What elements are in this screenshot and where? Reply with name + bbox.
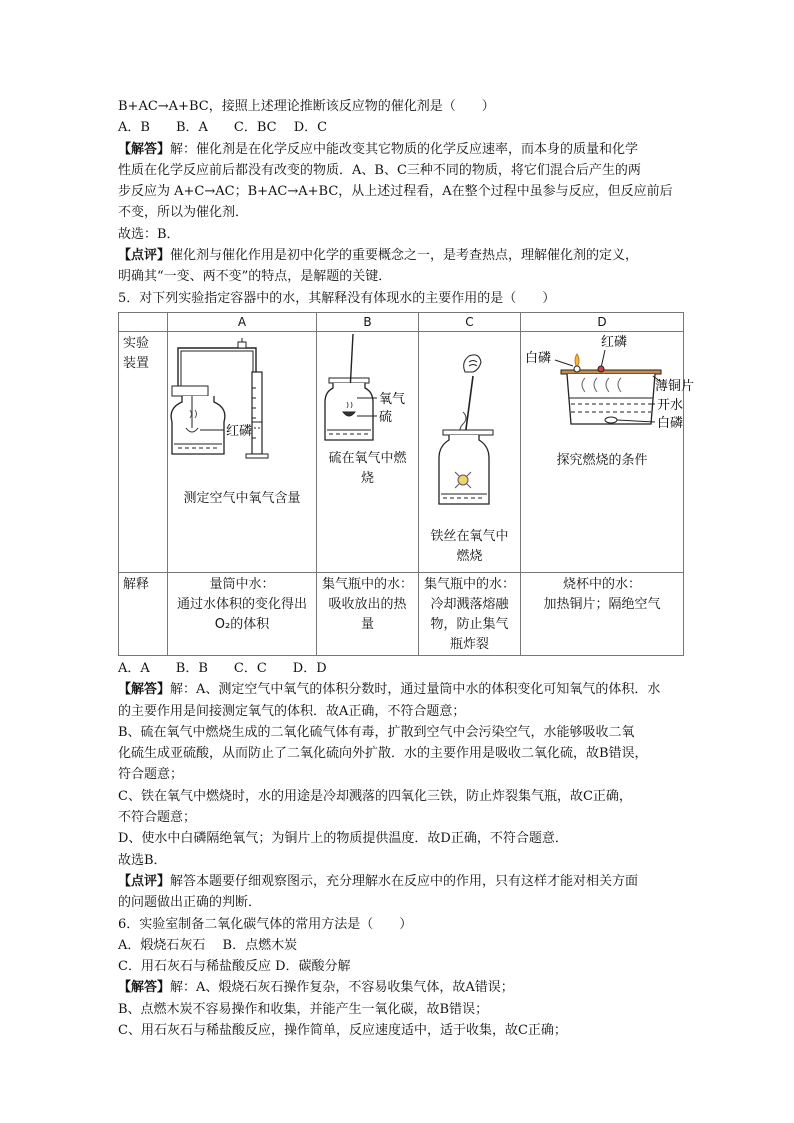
answer-tag: 【解答】 <box>118 141 171 157</box>
comment-line: 【点评】解答本题要仔细观察图示，充分理解水在反应中的作用，只有这样才能对相关方面 <box>118 873 639 889</box>
text-line: D、使水中白磷隔绝氧气；为铜片上的物质提供温度．故D正确，不符合题意． <box>118 831 568 847</box>
text-line: 不符合题意； <box>118 810 197 826</box>
label-white-phosphorus-bottom: 白磷 <box>657 415 684 431</box>
text-line: C、用石灰石与稀盐酸反应，操作简单，反应速度适中，适于收集，故C正确； <box>118 1023 567 1039</box>
row-label-explanation: 解释 <box>119 572 168 655</box>
answer-tag: 【解答】 <box>118 980 171 996</box>
text-line: 的主要作用是间接测定氧气的体积．故A正确，不符合题意； <box>118 703 466 719</box>
sulfur-burning-diagram <box>317 332 418 442</box>
comment-tag: 【点评】 <box>118 248 171 264</box>
text-line: 明确其“一变、两不变”的特点，是解题的关键． <box>118 269 392 285</box>
label-boiling-water: 开水 <box>657 397 684 413</box>
col-header-c: C <box>419 312 521 331</box>
text-line: 步反应为 A+C→AC；B+AC→A+BC，从上述过程看，A在整个过程中虽参与反应，但反应前后 <box>118 184 673 200</box>
answer-line: 【解答】解：催化剂是在化学反应中能改变其它物质的化学反应速率，而本身的质量和化学 <box>118 141 639 157</box>
answer-line: 【解答】解：A、煅烧石灰石操作复杂，不容易收集气体，故A错误； <box>118 980 514 996</box>
label-oxygen: 氧气 <box>379 391 406 407</box>
oxygen-measurement-diagram <box>168 332 316 482</box>
text-line: 符合题意； <box>118 767 184 783</box>
caption-c-line2: 燃烧 <box>456 549 483 565</box>
answer-line: 【解答】解：A、测定空气中氧气的体积分数时，通过量筒中水的体积变化可知氧气的体积．水 <box>118 682 661 698</box>
question-stem: 6．实验室制备二氧化碳气体的常用方法是（ ） <box>118 916 413 932</box>
caption-b-line2: 烧 <box>360 471 374 487</box>
document-page <box>118 96 695 1041</box>
text-line: B+AC→A+BC，接照上述理论推断该反应物的催化剂是（ ） <box>118 99 495 114</box>
col-header-d: D <box>521 312 684 331</box>
label-red-phosphorus-d: 红磷 <box>601 334 628 350</box>
comment-tag: 【点评】 <box>118 873 171 889</box>
apparatus-a <box>168 331 317 572</box>
row-label-apparatus: 实验 装置 <box>119 331 168 572</box>
text-line: 化硫生成亚硫酸，从而防止了二氧化硫向外扩散．水的主要作用是吸收二氧化硫，故B错误， <box>118 746 648 762</box>
options-line: A．煅烧石灰石 B．点燃木炭 <box>118 937 298 953</box>
col-header-b: B <box>317 312 419 331</box>
apparatus-d <box>521 331 695 572</box>
caption-d: 探究燃烧的条件 <box>556 453 648 469</box>
caption-a: 测定空气中氧气含量 <box>183 491 301 507</box>
col-header-a: A <box>168 312 317 331</box>
text-line: B、点燃木炭不容易操作和收集，并能产生一氧化碳，故B错误； <box>118 1001 489 1017</box>
text-line: B、硫在氧气中燃烧生成的二氧化硫气体有毒，扩散到空气中会污染空气，水能够吸收二氧 <box>118 724 635 740</box>
explanation-a: 量筒中水： 通过水体积的变化得出 O₂的体积 <box>168 572 317 655</box>
options-line: A．B B．A C．BC D．C <box>118 120 328 136</box>
options-line: A．A B．B C．C D．D <box>118 660 327 676</box>
text-line: 故选B． <box>118 852 167 868</box>
text-line: 性质在化学反应前后都没有改变的物质．A、B、C三种不同的物质，将它们混合后产生的两 <box>118 162 641 178</box>
caption-c-line1: 铁丝在氧气中 <box>430 529 509 545</box>
question-stem: 5．对下列实验指定容器中的水，其解释没有体现水的主要作用的是（ ） <box>118 290 556 306</box>
table-corner <box>119 312 168 331</box>
apparatus-b <box>317 331 419 572</box>
label-sulfur: 硫 <box>379 409 393 425</box>
text-line: 的问题做出正确的判断． <box>118 895 262 911</box>
apparatus-c <box>419 331 521 572</box>
explanation-b: 集气瓶中的水： 吸收放出的热 量 <box>317 572 419 655</box>
explanation-c: 集气瓶中的水： 冷却溅落熔融 物，防止集气 瓶炸裂 <box>419 572 521 655</box>
text-line: C、铁在氧气中燃烧时，水的用途是冷却溅落的四氧化三铁，防止炸裂集气瓶，故C正确， <box>118 788 632 804</box>
options-line: C．用石灰石与稀盐酸反应 D．碳酸分解 <box>118 959 351 975</box>
label-copper-sheet: 薄铜片 <box>655 378 695 394</box>
answer-tag: 【解答】 <box>118 682 171 698</box>
caption-b-line1: 硫在氧气中燃 <box>328 451 407 467</box>
label-red-phosphorus: 红磷 <box>226 423 253 439</box>
explanation-d: 烧杯中的水： 加热铜片；隔绝空气 <box>521 572 684 655</box>
label-white-phosphorus-top: 白磷 <box>525 350 552 366</box>
experiment-table <box>118 312 695 656</box>
comment-line: 【点评】催化剂与催化作用是初中化学的重要概念之一，是考查热点，理解催化剂的定义， <box>118 248 639 264</box>
text-line: 不变，所以为催化剂． <box>118 205 249 221</box>
iron-wire-burning-diagram <box>419 332 520 520</box>
combustion-conditions-diagram <box>521 332 695 444</box>
text-line: 故选：B． <box>118 226 180 242</box>
